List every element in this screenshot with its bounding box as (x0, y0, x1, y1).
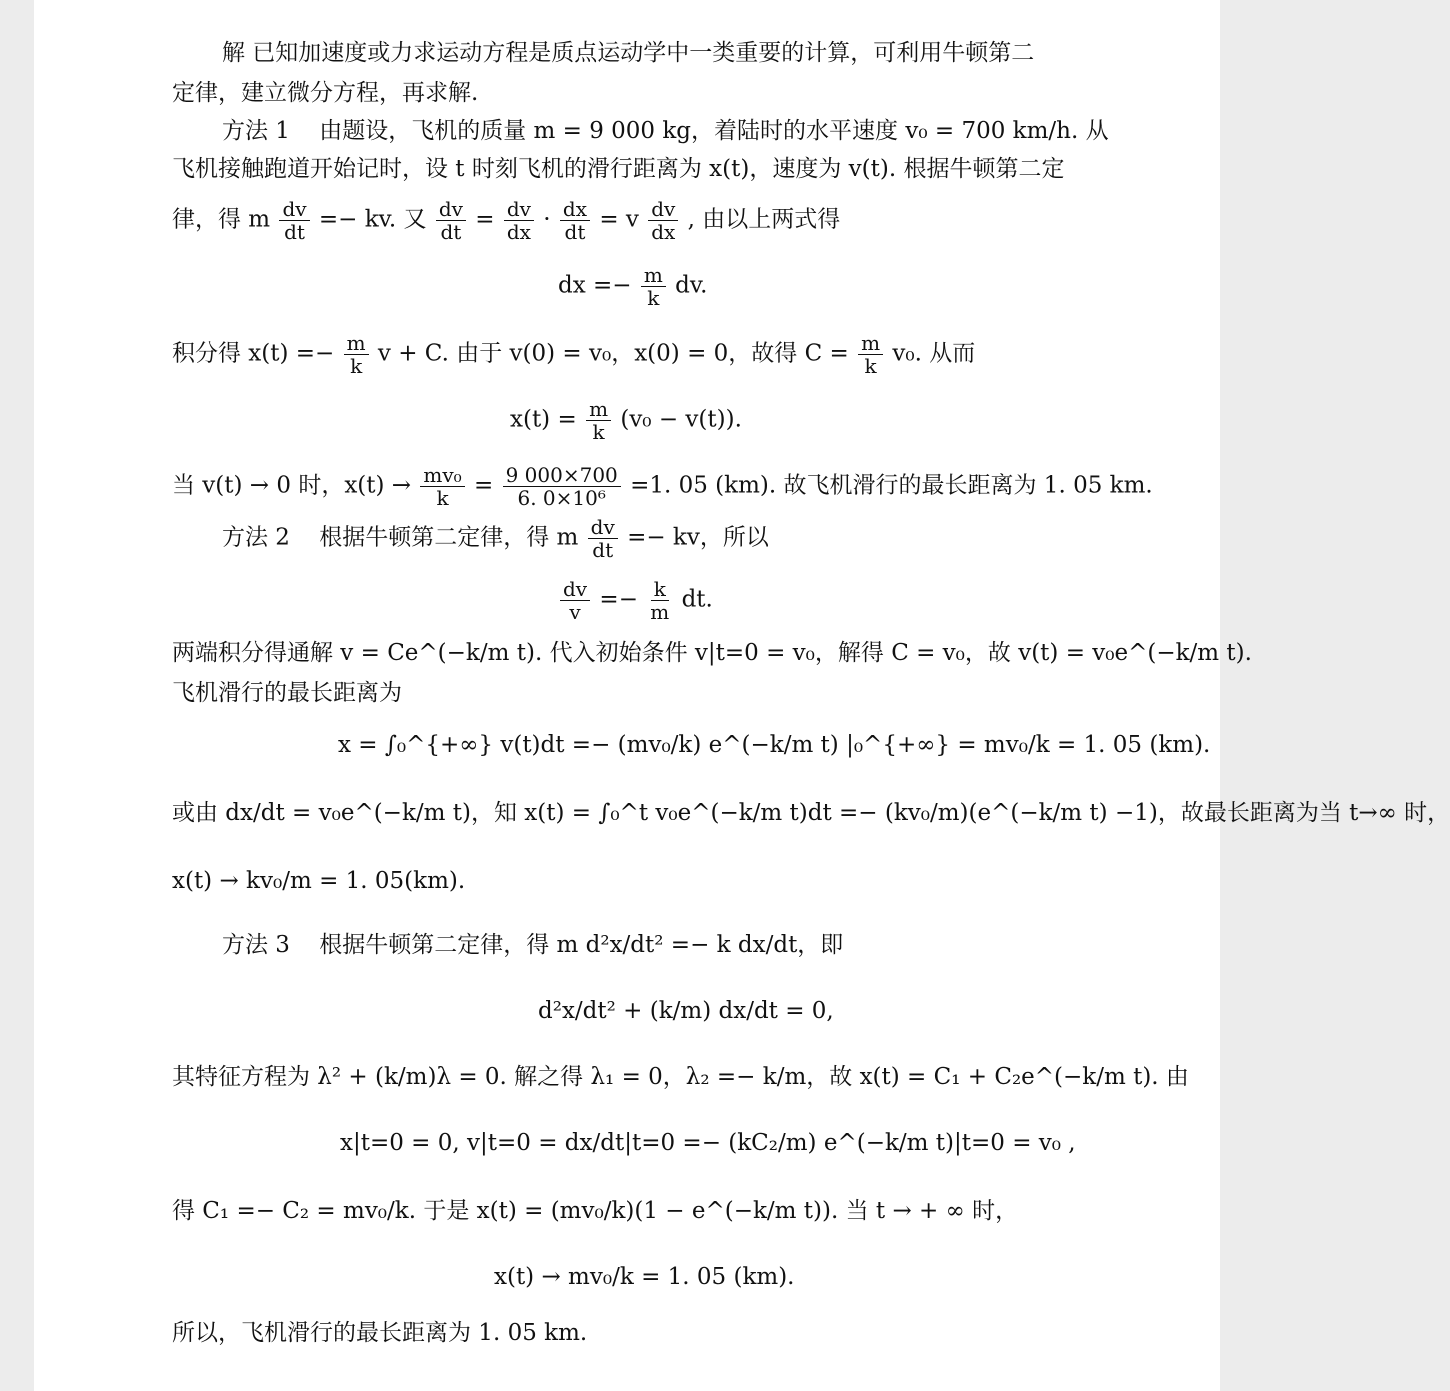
numerator: dv (648, 198, 678, 221)
method-1-text: 由题设，飞机的质量 m = 9 000 kg，着陆时的水平速度 v₀ = 700 km/h. 从 (319, 118, 1109, 144)
constants-line (172, 1196, 1018, 1226)
text-segment: 飞机滑行的最长距离为 (172, 680, 402, 706)
alternative-line (172, 798, 1450, 828)
equation-3 (558, 578, 713, 623)
text-segment: x(t) = (510, 406, 577, 433)
text-segment: 所以，飞机滑行的最长距离为 1. 05 km. (172, 1320, 588, 1346)
method-1-label: 方法 1 (222, 118, 290, 144)
numerator: mv₀ (420, 464, 464, 487)
text-segment: 积分得 x(t) =− (172, 340, 335, 367)
denominator: dt (592, 538, 614, 562)
numerator: k (651, 578, 669, 601)
denominator: k (647, 286, 660, 310)
max-distance-line (172, 678, 402, 708)
method-3-label: 方法 3 (222, 932, 290, 958)
fraction-dv-dt (279, 198, 309, 243)
fraction-m-k (641, 264, 666, 309)
fraction-mv0-k (420, 464, 464, 509)
fraction-dv-v (560, 578, 590, 623)
fraction-m-k (586, 398, 611, 443)
text-segment: dv. (675, 272, 708, 299)
equation-2 (510, 398, 742, 443)
text-segment: dt. (681, 586, 713, 613)
method-1-line-2 (172, 154, 1064, 184)
method-3-line (222, 930, 843, 960)
method-2-label: 方法 2 (222, 524, 290, 551)
method-1-text-2: 飞机接触跑道开始记时，设 t 时刻飞机的滑行距离为 x(t)，速度为 v(t). 根据牛顿第二定 (172, 156, 1065, 182)
denominator: 6. 0×10⁶ (517, 486, 606, 510)
denominator: dx (651, 220, 676, 244)
text-segment: v + C. 由于 v(0) = v₀，x(0) = 0，故得 C = (377, 340, 849, 367)
method-1-line-3 (172, 198, 840, 243)
intro-line-1 (222, 38, 1034, 68)
denominator: v (569, 600, 581, 624)
text-segment: = v (599, 206, 639, 233)
alternative-result (172, 866, 465, 896)
dot-symbol: · (543, 206, 551, 233)
characteristic-line (172, 1062, 1189, 1092)
intro-text-2: 定律，建立微分方程，再求解. (172, 80, 479, 106)
method-2-line (222, 516, 769, 561)
numerator: m (344, 332, 369, 355)
text-segment: 得 C₁ =− C₂ = mv₀/k. 于是 x(t) = (mv₀/k)(1 − e^(−k/m t)). 当 t → + ∞ 时， (172, 1198, 1019, 1224)
text-segment: 根据牛顿第二定律，得 m d²x/dt² =− k dx/dt，即 (319, 932, 844, 958)
text-segment: 根据牛顿第二定律，得 m (319, 524, 579, 551)
numerator: dx (560, 198, 590, 221)
numerator: dv (436, 198, 466, 221)
fraction-numeric (503, 464, 621, 509)
general-solution-line (172, 638, 1252, 668)
denominator: dt (284, 220, 305, 244)
text-segment: x = ∫₀^{+∞} v(t)dt =− (mv₀/k) e^(−k/m t) |₀^{+∞} = mv₀/k = 1. 05 (km). (338, 732, 1211, 758)
fraction-dv-dt (436, 198, 466, 243)
denominator: dt (564, 220, 586, 244)
equation-4 (338, 730, 1210, 760)
text-segment: =− (599, 586, 638, 613)
numerator: dv (588, 516, 618, 539)
result-line-1 (172, 464, 1153, 509)
text-segment: 两端积分得通解 v = Ce^(−k/m t). 代入初始条件 v|t=0 = v₀，解得 C = v₀，故 v(t) = v₀e^(−k/m t). (172, 640, 1252, 666)
text-segment: x(t) → mv₀/k = 1. 05 (km). (494, 1264, 795, 1290)
text-segment: x|t=0 = 0, v|t=0 = dx/dt|t=0 =− (kC₂/m) e^(−k/m t)|t=0 = v₀ , (340, 1130, 1076, 1156)
text-segment: v₀. 从而 (892, 340, 976, 367)
numerator: m (641, 264, 666, 287)
fraction-dv-dx (504, 198, 534, 243)
fraction-dv-dt (588, 516, 618, 561)
text-segment: 律，得 m (172, 206, 271, 233)
text-segment: = (473, 472, 494, 499)
intro-line-2 (172, 78, 478, 108)
text-segment: dx =− (558, 272, 632, 299)
denominator: k (350, 354, 363, 378)
fraction-k-m (647, 578, 672, 623)
fraction-m-k (344, 332, 369, 377)
numerator: m (858, 332, 883, 355)
fraction-dv-dx (648, 198, 678, 243)
intro-text-1: 解 已知加速度或力求运动方程是质点运动学中一类重要的计算，可利用牛顿第二 (222, 40, 1035, 66)
conclusion-line (172, 1318, 587, 1348)
text-segment: (v₀ − v(t)). (620, 406, 742, 433)
text-segment: x(t) → kv₀/m = 1. 05(km). (172, 868, 466, 894)
denominator: k (864, 354, 877, 378)
text-segment: =1. 05 (km). 故飞机滑行的最长距离为 1. 05 km. (630, 472, 1153, 499)
integration-line (172, 332, 975, 377)
method-1-line (222, 116, 1109, 146)
equation-5 (538, 996, 834, 1026)
equation-6 (340, 1128, 1076, 1158)
document-page (34, 0, 1450, 1391)
denominator: k (436, 486, 449, 510)
denominator: m (650, 600, 670, 624)
equation-1 (558, 264, 707, 309)
denominator: dx (506, 220, 531, 244)
fraction-m-k (858, 332, 883, 377)
text-segment: , 由以上两式得 (687, 206, 841, 233)
equation-7 (494, 1262, 795, 1292)
numerator: m (586, 398, 611, 421)
text-segment: =− kv，所以 (627, 524, 769, 551)
denominator: k (592, 420, 605, 444)
text-segment: =− kv. 又 (318, 206, 427, 233)
numerator: dv (279, 198, 309, 221)
text-segment: 或由 dx/dt = v₀e^(−k/m t)，知 x(t) = ∫₀^t v₀e^(−k/m t)dt =− (kv₀/m)(e^(−k/m t) −1)，故最长距离为当 t→∞ 时， (172, 800, 1450, 826)
text-segment: d²x/dt² + (k/m) dx/dt = 0, (538, 998, 834, 1024)
text-segment: 其特征方程为 λ² + (k/m)λ = 0. 解之得 λ₁ = 0，λ₂ =− k/m，故 x(t) = C₁ + C₂e^(−k/m t). 由 (172, 1064, 1189, 1090)
fraction-dx-dt (560, 198, 590, 243)
numerator: dv (504, 198, 534, 221)
equals-sign: = (475, 206, 495, 233)
numerator: dv (560, 578, 590, 601)
text-segment: 当 v(t) → 0 时，x(t) → (172, 472, 412, 499)
numerator: 9 000×700 (503, 464, 621, 487)
denominator: dt (440, 220, 462, 244)
